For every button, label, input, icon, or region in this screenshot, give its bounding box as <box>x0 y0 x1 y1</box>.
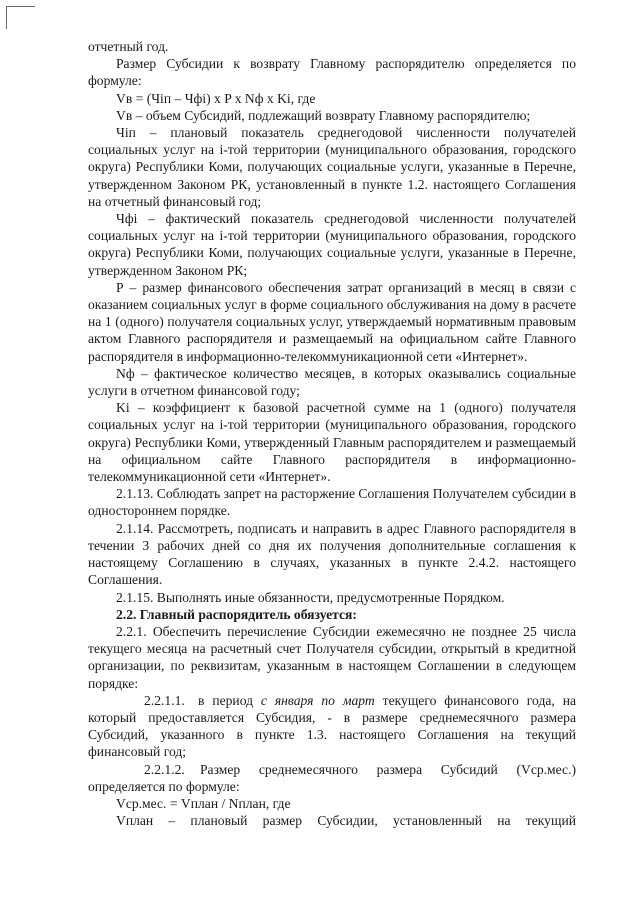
paragraph-continuation: отчетный год. <box>88 39 169 54</box>
formula-monthly-subsidy: Vср.мес. = Vплан / Nплан, где <box>116 795 291 811</box>
clause-number: 2.2.1.1. <box>144 692 185 708</box>
definition-p: Р – размер финансового обеспечения затрат организаций в месяц в связи с оказанием социальных услуг в форме социального обслуживания на дому в расчете на 1 (одного) получателя социальных услуг, утверждаемый нормативным правовым актом Главного распорядителя и размещаемый на официальном сайте Главного распорядителя в информационно-телекоммуникационной сети «Интернет». <box>88 279 576 364</box>
definition-ki: Ki – коэффициент к базовой расчетной сумме на 1 (одного) получателя социальных услуг на i-той территории (муниципального образования, городского округа) Республики Коми, утвержденный Главным распорядителем и размещаемый на официальном сайте Главного распорядителя в информационно-телекоммуникационной сети «Интернет». <box>88 400 576 485</box>
definition-vv: Vв – объем Субсидий, подлежащий возврату Главному распорядителю; <box>116 107 531 123</box>
clause-2-1-13: 2.1.13. Соблюдать запрет на расторжение Соглашения Получателем субсидии в одностороннем порядке. <box>88 486 577 519</box>
clause-number: 2.2.1.2. <box>144 761 185 777</box>
clause-text: Размер среднемесячного размера Субсидий (Vср.мес.) определяется по формуле: <box>88 761 576 794</box>
paragraph-return-formula-intro: Размер Субсидии к возврату Главному распорядителю определяется по формуле: <box>88 56 576 89</box>
clause-text-end: текущего финансового года, на который предоставляется Субсидия, - в размере среднемесячного размера Субсидий, указанного в пункте 1.3. настоящего Соглашения на текущий финансовый год; <box>88 692 576 760</box>
definition-chfi: Чфi – фактический показатель среднегодовой численности получателей социальных услуг на i-той территории (муниципального образования, городского округа) Республики Коми, получающих социальные услуги, указанные в Перечне, утвержденном Законом РК; <box>88 211 576 278</box>
clause-2-2-1-2 <box>88 761 576 795</box>
clause-2-2-1: 2.2.1. Обеспечить перечисление Субсидии ежемесячно не позднее 25 числа текущего месяца на расчетный счет Получателя субсидии, открытый в кредитной организации, по реквизитам, указанным в настоящем Соглашении в следующем порядке: <box>88 623 576 691</box>
formula-return-subsidy: Vв = (Чiп – Чфi) x P x Nф x Ki, где <box>116 90 316 106</box>
section-heading-2-2: 2.2. Главный распорядитель обязуется: <box>116 606 357 622</box>
clause-text-start: в период <box>198 692 261 708</box>
clause-2-1-15: 2.1.15. Выполнять иные обязанности, предусмотренные Порядком. <box>116 589 505 605</box>
clause-2-1-14: 2.1.14. Рассмотреть, подписать и направить в адрес Главного распорядителя в течении 3 рабочих дней со дня их получения дополнительные соглашения к настоящему Соглашению в случаях, указанных в пункте 2.4.2. настоящего Соглашения. <box>88 520 576 588</box>
definition-chip: Чiп – плановый показатель среднегодовой численности получателей социальных услуг на i-той территории (муниципального образования, городского округа) Республики Коми, получающих социальные услуги, указанные в Перечне, утвержденном Законом РК, установленный в пункте 1.2. настоящего Соглашения на отчетный финансовый год; <box>88 125 576 209</box>
definition-nf: Nф – фактическое количество месяцев, в которых оказывались социальные услуги в отчетном финансовой году; <box>88 365 576 399</box>
page-corner-mark <box>6 6 35 29</box>
clause-2-2-1-1 <box>88 692 576 761</box>
clause-period-emphasis: с января по март <box>260 692 375 708</box>
document-page <box>88 38 576 829</box>
definition-vplan: Vплан – плановый размер Субсидии, установленный на текущий <box>116 813 576 829</box>
